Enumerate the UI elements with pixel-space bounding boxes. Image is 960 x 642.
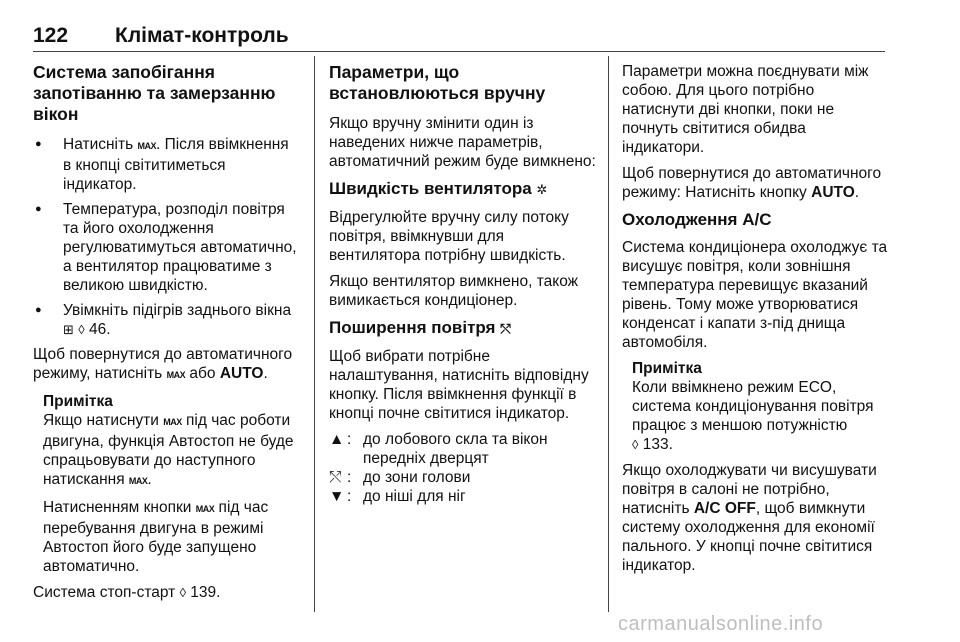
- note-autostop: [33, 392, 301, 576]
- list-item: [329, 487, 597, 506]
- note-paragraph: [43, 411, 301, 491]
- footwell-icon: ▼: [329, 488, 345, 505]
- return-auto-paragraph: [33, 345, 301, 385]
- bullet-text: Температура, розподіл повітря та його охолодження регулюватимуться автоматично, а вентилятор працюватиме з великою швидкістю.: [63, 201, 297, 294]
- text: .: [263, 365, 268, 382]
- head-zone-icon: ⤲: [329, 469, 342, 486]
- rear-window-heating-icon: ⊞: [63, 322, 74, 337]
- fan-paragraph-2: Якщо вентилятор вимкнено, також вимикається кондиціонер.: [329, 273, 579, 309]
- manual-intro: Якщо вручну змінити один із наведених нижче параметрів, автоматичний режим буде вимкнено:: [329, 115, 596, 170]
- text: Система стоп-старт: [33, 584, 180, 601]
- text: Якщо охолоджувати чи висушувати повітря в салоні не потрібно, натисніть: [622, 462, 877, 517]
- section-heading-cooling: Охолодження A/C: [622, 210, 772, 229]
- list-item: [33, 200, 301, 295]
- list-item: [329, 430, 597, 468]
- text: , щоб вимкнути систему охолодження для економії пального. У кнопці почне світитися індикатор.: [622, 500, 875, 574]
- auto-label: AUTO: [811, 184, 855, 201]
- defrost-bullet-list: [33, 135, 301, 339]
- page-ref-icon: ◊: [179, 585, 186, 600]
- bullet-text: Натисніть: [63, 136, 138, 153]
- ac-off-label: A/C OFF: [693, 500, 756, 517]
- list-item: [33, 135, 301, 194]
- text: Коли ввімкнено режим ECO, система кондиціонування повітря працює з меншою потужністю: [632, 379, 874, 434]
- list-text: до ніші для ніг: [363, 488, 466, 505]
- defrost-max-icon: MAX: [163, 417, 182, 427]
- text: Якщо натиснути: [43, 412, 164, 429]
- list-text: до лобового скла та вікон передніх дверцят: [363, 431, 548, 467]
- note-title: Примітка: [632, 360, 702, 377]
- column-3: [622, 62, 890, 582]
- note-eco: [622, 359, 890, 454]
- cooling-paragraph: Система кондиціонера охолоджує та висушує повітря, коли зовнішня температура перевищує вказаний рівень. Тому може утворюватися конденсат і капати з-під днища автомобіля.: [622, 239, 888, 351]
- combine-paragraph: Параметри можна поєднувати між собою. Для цього потрібно натиснути дві кнопки, поки не почнуть світитися обидва індикатори.: [622, 63, 869, 156]
- distribution-list: [329, 430, 597, 506]
- note-paragraph: [43, 498, 301, 576]
- distribution-paragraph: Щоб вибрати потрібне налаштування, натисніть відповідну кнопку. Після ввімкнення функції в кнопці почне світитися індикатор.: [329, 348, 589, 422]
- stop-start-reference: [33, 583, 301, 602]
- text: .: [147, 471, 152, 488]
- header-rule: [33, 51, 885, 52]
- defrost-max-icon: MAX: [166, 370, 186, 380]
- separator: :: [347, 488, 352, 505]
- return-auto-paragraph: [622, 164, 890, 202]
- text: під час роботи двигуна, функція Автостоп не буде спрацьовувати до наступного натискання: [43, 412, 294, 488]
- page-title: Клімат-контроль: [115, 24, 289, 47]
- text: 139.: [186, 584, 221, 601]
- defrost-max-icon: MAX: [137, 141, 156, 151]
- fan-paragraph-1: Відрегулюйте вручну силу потоку повітря, ввімкнувши для вентилятора потрібну швидкість.: [329, 209, 569, 264]
- ac-off-paragraph: [622, 461, 890, 575]
- list-text: до зони голови: [363, 469, 471, 486]
- watermark: carmanualsonline.info: [618, 613, 824, 635]
- bullet-text: 46.: [84, 321, 111, 338]
- column-divider-2: [608, 56, 609, 612]
- fan-icon: ✲: [536, 182, 548, 197]
- text: або: [185, 365, 220, 382]
- text: Натисненням кнопки: [43, 499, 196, 516]
- section-heading-manual: Параметри, що встановлюються вручну: [329, 62, 546, 103]
- defrost-max-icon: MAX: [195, 504, 215, 514]
- section-heading-defrost: Система запобігання запотіванню та замерзанню вікон: [33, 62, 276, 124]
- text: Поширення повітря: [329, 318, 501, 337]
- text: під час перебування двигуна в режимі Автостоп його буде запущено автоматично.: [43, 499, 269, 575]
- bullet-text: Увімкніть підігрів заднього вікна: [63, 302, 292, 319]
- text: 133.: [638, 436, 673, 453]
- text: Щоб повернутися до автоматичного режиму, натисніть: [33, 346, 293, 382]
- air-distribution-icon: ⤲: [500, 321, 511, 336]
- list-item: [33, 301, 301, 339]
- separator: :: [347, 469, 352, 486]
- note-title: Примітка: [43, 393, 113, 410]
- column-2: [329, 62, 597, 512]
- list-item: [329, 468, 597, 487]
- text: Швидкість вентилятора: [329, 179, 537, 198]
- defrost-max-icon: MAX: [128, 476, 148, 486]
- note-paragraph: [632, 378, 890, 454]
- section-heading-fan: [329, 178, 597, 200]
- text: Щоб повернутися до автоматичного режиму: Натисніть кнопку: [622, 165, 882, 201]
- section-heading-air-distribution: [329, 317, 597, 339]
- page-header: [33, 24, 885, 52]
- text: .: [854, 184, 860, 201]
- bullet-text: . Після ввімкнення в кнопці світитиметься індикатор.: [63, 136, 289, 193]
- page-ref-icon: ◊: [632, 437, 639, 452]
- column-1: [33, 62, 301, 609]
- windscreen-icon: ▲: [329, 431, 345, 448]
- separator: :: [347, 431, 352, 448]
- auto-label: AUTO: [219, 365, 264, 382]
- page-ref-icon: ◊: [78, 322, 85, 337]
- column-divider-1: [314, 56, 315, 612]
- page-number: 122: [33, 24, 69, 47]
